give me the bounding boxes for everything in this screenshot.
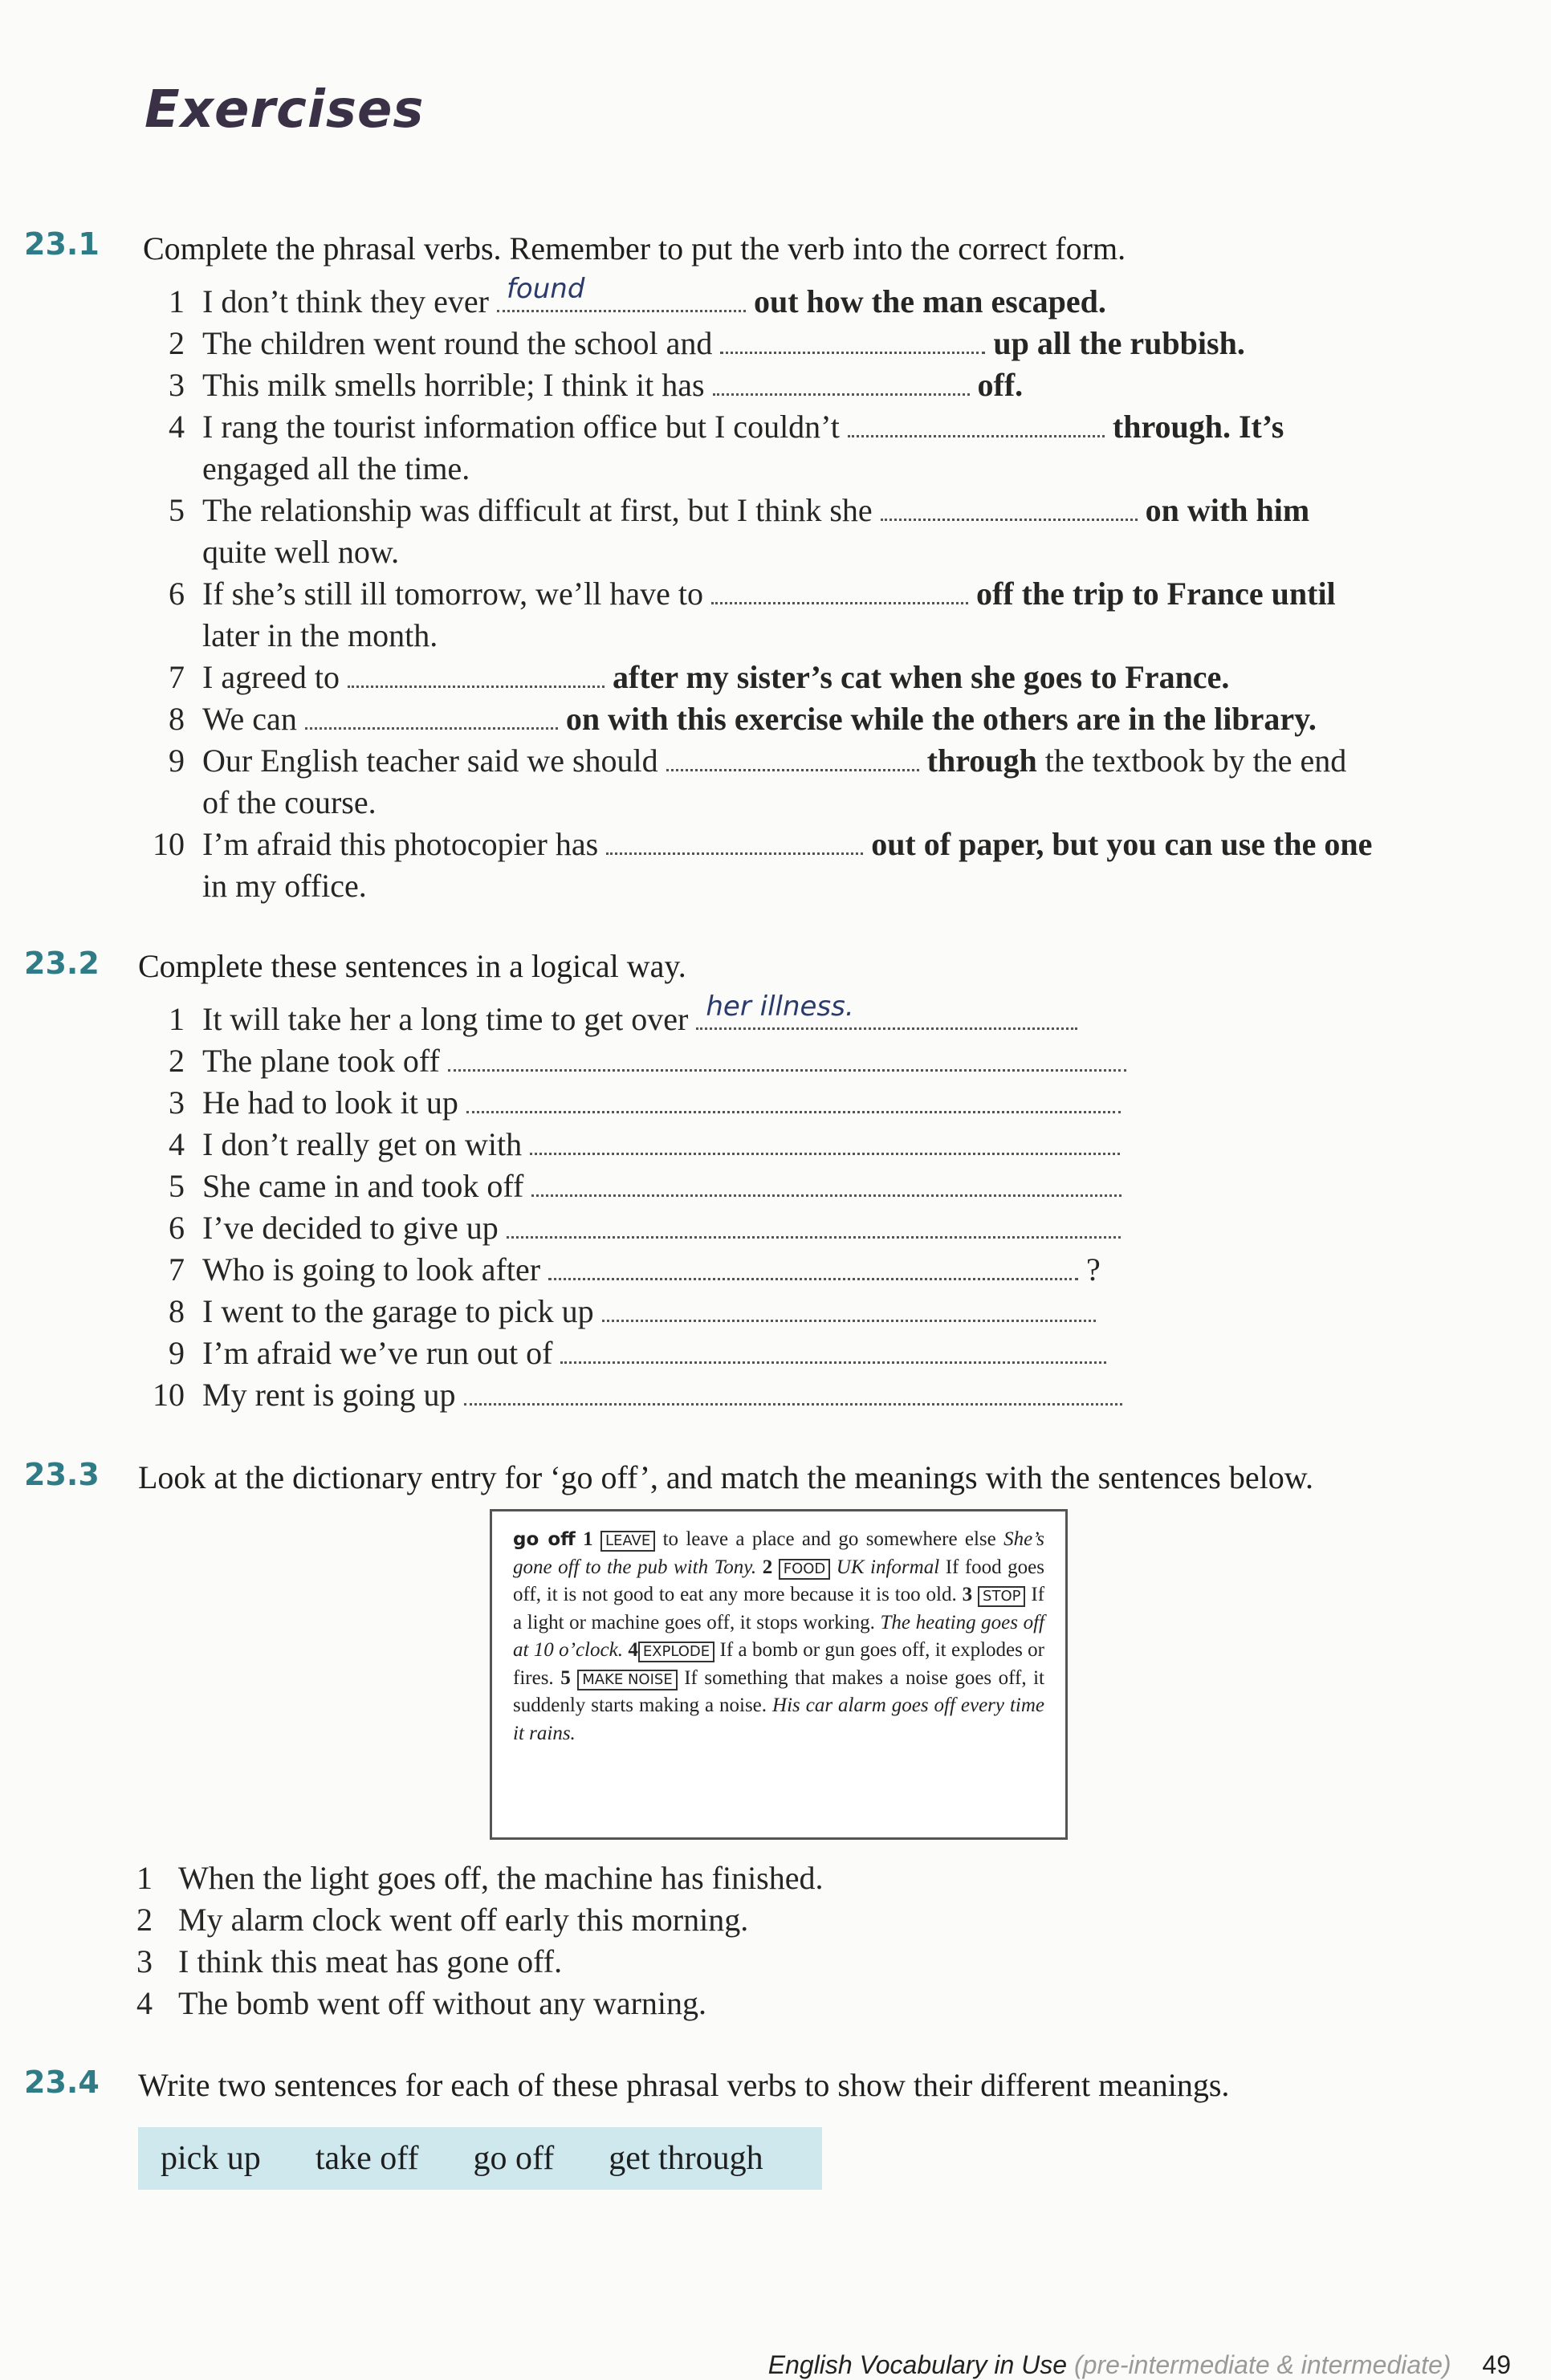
item-number: 1	[136, 1860, 153, 1896]
item-text: Our English teacher said we should	[202, 742, 658, 779]
item-number: 8	[169, 1293, 185, 1329]
phrasal-verb: take off	[315, 2140, 419, 2177]
item-number: 3	[136, 1943, 153, 1979]
exercise-item	[145, 824, 1509, 907]
sense-example: His car alarm goes off every time it rains.	[513, 1694, 1045, 1744]
sense-number: 2	[762, 1556, 773, 1578]
sense-example: She’s gone off to the pub with Tony.	[513, 1528, 1045, 1578]
answer-blank[interactable]	[507, 1209, 1121, 1239]
handwritten-answer: her illness.	[706, 991, 854, 1023]
item-text: I think this meat has gone off.	[178, 1943, 563, 1979]
answer-blank[interactable]	[305, 700, 558, 730]
phrasal-verb-box	[138, 2127, 822, 2190]
item-text: I don’t really get on with	[202, 1126, 523, 1162]
item-text: This milk smells horrible; I think it has	[202, 367, 705, 403]
item-number: 2	[169, 1043, 185, 1079]
item-text: We can	[202, 701, 297, 737]
exercise-number: 23.2	[24, 946, 100, 981]
answer-blank[interactable]	[711, 575, 968, 604]
answer-blank[interactable]	[464, 1376, 1122, 1406]
item-text-end: up all the rubbish.	[993, 325, 1245, 361]
exercise-item	[145, 657, 1509, 698]
exercise-item	[145, 991, 1188, 1040]
item-number: 3	[169, 367, 185, 403]
item-text-end: on with this exercise while the others are in the library.	[565, 701, 1317, 737]
exercise-instruction: Write two sentences for each of these phrasal verbs to show their different meanings.	[138, 2067, 1230, 2103]
answer-blank[interactable]	[720, 324, 985, 354]
item-text-continued: quite well now.	[202, 534, 400, 570]
exercise-item	[120, 1899, 1164, 1941]
item-number: 6	[169, 1210, 185, 1246]
phrasal-verb: get through	[609, 2140, 763, 2177]
sense-number: 4	[628, 1639, 638, 1661]
item-text: The children went round the school and	[202, 325, 713, 361]
exercise-item	[145, 1249, 1188, 1291]
answer-blank[interactable]	[348, 658, 605, 688]
item-text-end: out how the man escaped.	[753, 283, 1106, 319]
item-text: The bomb went off without any warning.	[178, 1985, 707, 2021]
exercise-item	[120, 1857, 1164, 1899]
item-text: My rent is going up	[202, 1377, 456, 1413]
exercise-item	[145, 1082, 1188, 1124]
exercise-item	[145, 698, 1509, 740]
sense-label: FOOD	[779, 1559, 831, 1580]
dictionary-entry	[490, 1509, 1068, 1840]
exercise-item	[145, 740, 1509, 824]
item-text-continued: of the course.	[202, 784, 377, 820]
item-text: I’ve decided to give up	[202, 1210, 499, 1246]
phrasal-verb: go off	[473, 2140, 555, 2177]
register-label: UK informal	[836, 1556, 940, 1578]
exercise-item	[145, 1040, 1188, 1082]
sense-label: MAKE NOISE	[577, 1670, 677, 1690]
item-text-continued: in my office.	[202, 868, 367, 904]
sense-definition: If a bomb or gun goes off, it explodes or fires.	[513, 1639, 1045, 1689]
exercise-item	[145, 323, 1509, 364]
answer-blank[interactable]	[560, 1334, 1106, 1364]
exercise-item	[145, 1166, 1188, 1207]
item-text: Who is going to look after	[202, 1251, 541, 1288]
exercise-instruction: Complete these sentences in a logical way.	[138, 948, 686, 984]
exercise-item	[145, 1291, 1188, 1332]
item-text-end: out of paper, but you can use the one	[871, 826, 1373, 862]
exercise-item	[145, 364, 1509, 406]
item-number: 4	[169, 1126, 185, 1162]
exercise-number: 23.4	[24, 2065, 100, 2100]
item-text-end: the textbook by the end	[1036, 742, 1347, 779]
item-text: I went to the garage to pick up	[202, 1293, 594, 1329]
answer-blank[interactable]	[881, 491, 1138, 521]
item-text: It will take her a long time to get over	[202, 1001, 689, 1037]
item-number: 7	[169, 1251, 185, 1288]
answer-blank[interactable]	[448, 1042, 1126, 1072]
item-number: 10	[153, 1377, 185, 1413]
exercise-item	[145, 1332, 1188, 1374]
sense-definition: to leave a place and go somewhere else	[662, 1528, 996, 1550]
item-number: 10	[153, 826, 185, 862]
answer-blank[interactable]	[602, 1292, 1096, 1322]
item-number: 7	[169, 659, 185, 695]
exercise-instruction: Complete the phrasal verbs. Remember to put the verb into the correct form.	[143, 230, 1126, 266]
item-text: I’m afraid we’ve run out of	[202, 1335, 553, 1371]
item-text: I agreed to	[202, 659, 340, 695]
answer-blank[interactable]	[713, 366, 970, 396]
item-text: The relationship was difficult at first, but I think she	[202, 492, 873, 528]
phrasal-verb: pick up	[161, 2140, 261, 2177]
sense-definition: If a light or machine goes off, it stops working.	[513, 1584, 1045, 1633]
item-text-continued: engaged all the time.	[202, 450, 470, 486]
answer-blank[interactable]	[466, 1084, 1121, 1113]
exercise-item	[145, 1207, 1188, 1249]
item-number: 1	[169, 1001, 185, 1037]
sense-definition: If something that makes a noise goes off, it suddenly starts making a noise.	[513, 1666, 1045, 1716]
exercise-item	[120, 1983, 1164, 2024]
dictionary-headword: go off	[513, 1529, 576, 1550]
sense-example: The heating goes off at 10 o’clock.	[513, 1611, 1045, 1661]
answer-blank[interactable]	[606, 825, 863, 855]
item-text-continued: later in the month.	[202, 617, 438, 653]
exercise-item	[120, 1941, 1164, 1983]
sense-number: 3	[962, 1584, 973, 1605]
sense-number: 5	[560, 1666, 571, 1689]
item-text: The plane took off	[202, 1043, 440, 1079]
question-mark: ?	[1086, 1251, 1101, 1288]
page-title: Exercises	[145, 80, 425, 140]
answer-blank[interactable]	[666, 742, 919, 771]
item-number: 9	[169, 1335, 185, 1371]
item-number: 9	[169, 742, 185, 779]
item-number: 4	[136, 1985, 153, 2021]
item-number: 2	[136, 1902, 153, 1938]
answer-blank[interactable]	[696, 991, 1077, 1030]
answer-blank[interactable]	[531, 1167, 1122, 1197]
book-level: (pre-intermediate & intermediate)	[1073, 2350, 1451, 2379]
item-number: 5	[169, 492, 185, 528]
item-number: 4	[169, 409, 185, 445]
item-text-end-bold: through	[926, 742, 1037, 779]
item-text-end: off the trip to France until	[975, 576, 1336, 612]
sense-label: STOP	[978, 1586, 1025, 1607]
exercise-item	[145, 1374, 1188, 1416]
sense-label: EXPLODE	[638, 1642, 714, 1662]
exercise-item	[145, 406, 1509, 490]
item-text: I’m afraid this photocopier has	[202, 826, 599, 862]
answer-blank[interactable]	[548, 1251, 1078, 1280]
item-text: If she’s still ill tomorrow, we’ll have to	[202, 576, 703, 612]
exercise-item	[145, 1124, 1188, 1166]
exercise-instruction: Look at the dictionary entry for ‘go off’, and match the meanings with the sentences below.	[138, 1459, 1313, 1495]
item-number: 2	[169, 325, 185, 361]
item-text: I don’t think they ever	[202, 283, 489, 319]
sense-definition: If food goes off, it is not good to eat any more because it is too old.	[513, 1556, 1045, 1605]
answer-blank[interactable]	[848, 408, 1105, 437]
item-text-end: off.	[977, 367, 1024, 403]
exercise-item	[145, 490, 1509, 573]
exercise-number: 23.3	[24, 1457, 100, 1492]
handwritten-answer: found	[506, 273, 585, 305]
item-text: She came in and took off	[202, 1168, 524, 1204]
item-text: My alarm clock went off early this morning.	[178, 1902, 749, 1938]
exercise-item	[145, 273, 1509, 323]
item-text-end: after my sister’s cat when she goes to France.	[613, 659, 1230, 695]
item-text: He had to look it up	[202, 1084, 458, 1121]
item-text-end: through. It’s	[1112, 409, 1284, 445]
answer-blank[interactable]	[497, 273, 746, 312]
page-footer	[768, 2350, 1511, 2380]
book-title: English Vocabulary in Use	[767, 2350, 1068, 2379]
page-number: 49	[1482, 2350, 1511, 2379]
sense-number: 1	[583, 1528, 593, 1550]
item-text: I rang the tourist information office but I couldn’t	[202, 409, 840, 445]
item-number: 1	[169, 283, 185, 319]
item-number: 5	[169, 1168, 185, 1204]
item-text-end: on with him	[1145, 492, 1310, 528]
item-number: 8	[169, 701, 185, 737]
item-number: 3	[169, 1084, 185, 1121]
item-number: 6	[169, 576, 185, 612]
item-text: When the light goes off, the machine has finished.	[178, 1860, 824, 1896]
exercise-item	[145, 573, 1509, 657]
sense-label: LEAVE	[600, 1531, 655, 1552]
answer-blank[interactable]	[530, 1125, 1120, 1155]
exercise-number: 23.1	[24, 226, 100, 262]
